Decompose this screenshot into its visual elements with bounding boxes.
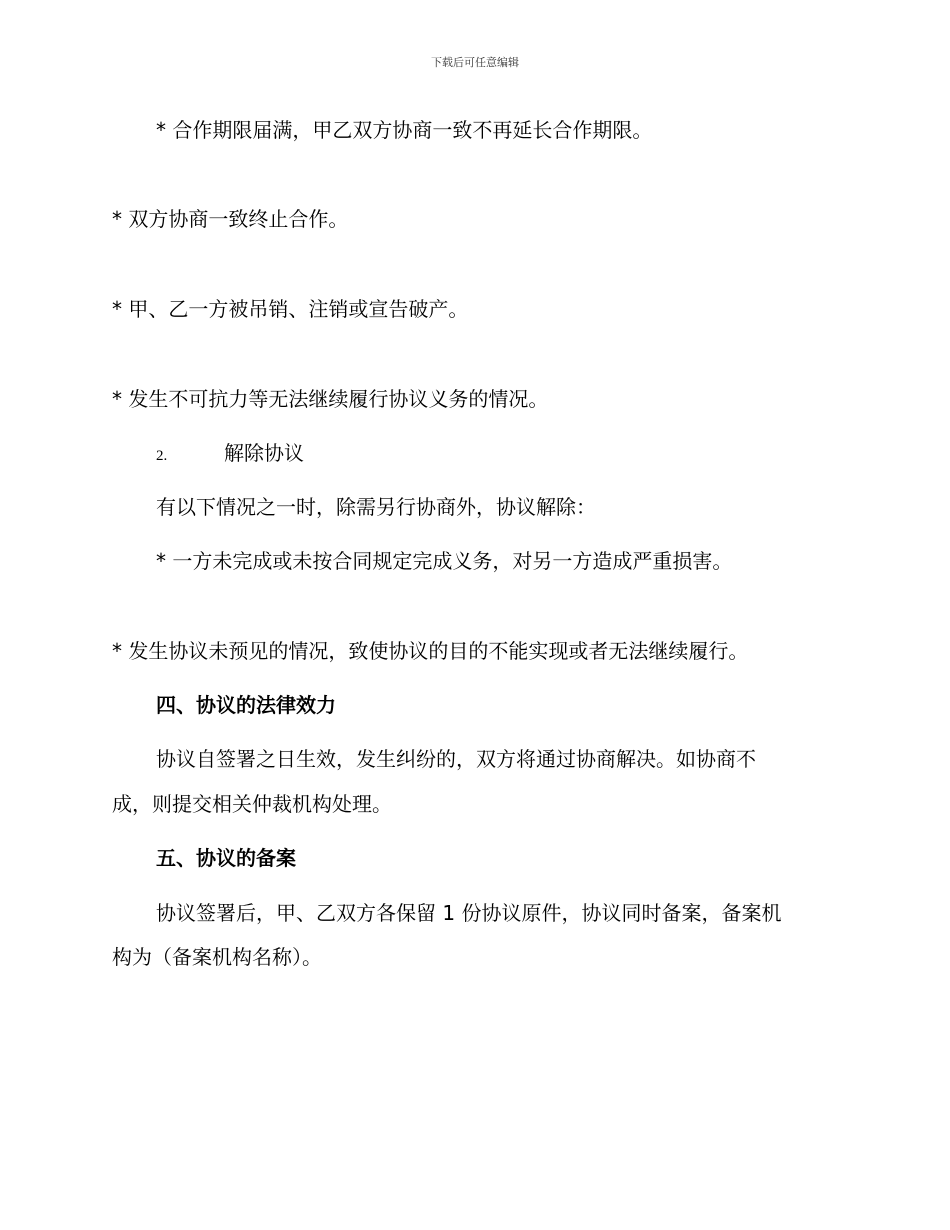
paragraph-bankruptcy: * 甲、乙一方被吊销、注销或宣告破产。 bbox=[112, 297, 469, 321]
paragraph-force-majeure: * 发生不可抗力等无法继续履行协议义务的情况。 bbox=[112, 387, 549, 411]
paragraph-mutual-termination: * 双方协商一致终止合作。 bbox=[112, 207, 349, 231]
paragraph-rescission-intro: 有以下情况之一时，除需另行协商外，协议解除： bbox=[156, 495, 596, 519]
paragraph-term-expiry: * 合作期限届满，甲乙双方协商一致不再延长合作期限。 bbox=[156, 118, 653, 142]
list-item-2 bbox=[156, 440, 304, 469]
list-item-number: 2. bbox=[156, 448, 168, 464]
page-header: 下载后可任意编辑 bbox=[431, 56, 519, 69]
paragraph-unforeseen: * 发生协议未预见的情况，致使协议的目的不能实现或者无法继续履行。 bbox=[112, 639, 749, 663]
section-heading-filing: 五、协议的备案 bbox=[156, 846, 296, 870]
paragraph-filing-line1: 协议签署后，甲、乙双方各保留 1 份协议原件，协议同时备案，备案机 bbox=[156, 901, 782, 925]
paragraph-legal-effect-line2: 成，则提交相关仲裁机构处理。 bbox=[112, 792, 392, 816]
paragraph-breach: * 一方未完成或未按合同规定完成义务，对另一方造成严重损害。 bbox=[156, 549, 733, 573]
paragraph-legal-effect-line1: 协议自签署之日生效，发生纠纷的，双方将通过协商解决。如协商不 bbox=[156, 747, 756, 771]
paragraph-filing-line2: 构为（备案机构名称）。 bbox=[112, 945, 322, 969]
list-item-title: 解除协议 bbox=[224, 441, 304, 465]
section-heading-legal-effect: 四、协议的法律效力 bbox=[156, 693, 336, 717]
